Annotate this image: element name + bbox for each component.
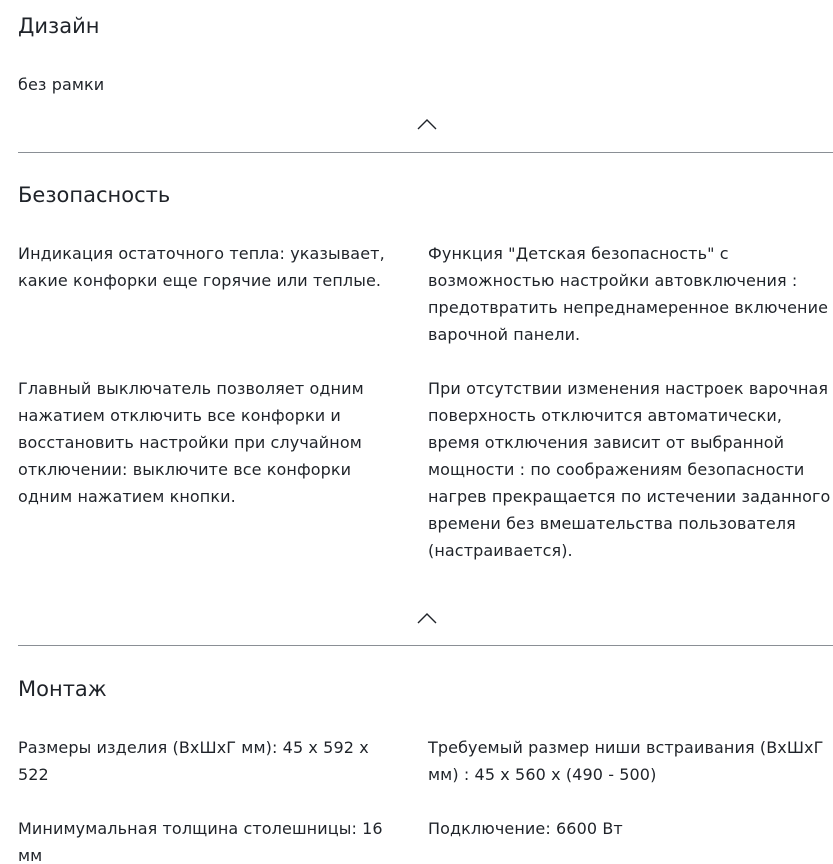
mounting-item-dimensions: Размеры изделия (ВхШхГ мм): 45 x 592 x 522 (18, 738, 369, 784)
safety-item-residual-heat: Индикация остаточного тепла: указывает, какие конфорки еще горячие или теплые. (18, 244, 385, 290)
design-value: без рамки (18, 75, 105, 94)
safety-item-child-lock: Функция "Детская безопасность" с возможностью настройки автовключения : предотвратить непреднамеренное включение варочной панели. (428, 244, 829, 344)
mounting-item-connection: Подключение: 6600 Вт (428, 819, 623, 838)
safety-item-main-switch: Главный выключатель позволяет одним нажатием отключить все конфорки и восстановить настройки при случайном отключении: выключите все конфорки одним нажатием кнопки. (18, 379, 364, 506)
mounting-item-worktop-thickness: Минимумальная толщина столешницы: 16 мм (18, 819, 383, 864)
section-design (18, 0, 833, 152)
collapse-design-chevron-up-icon[interactable] (416, 117, 438, 131)
section-title-design: Дизайн (18, 14, 100, 38)
section-mounting (18, 646, 833, 864)
section-safety (18, 153, 833, 645)
mounting-item-niche-size: Требуемый размер ниши встраивания (ВхШхГ мм) : 45 x 560 x (490 - 500) (428, 738, 824, 784)
safety-item-auto-shutoff: При отсутствии изменения настроек варочная поверхность отключится автоматически, время отключения зависит от выбранной мощности : по соображениям безопасности нагрев прекращается по истечении заданного времени без вмешательства пользователя (настраивается). (428, 379, 831, 560)
section-title-safety: Безопасность (18, 183, 171, 207)
collapse-safety-chevron-up-icon[interactable] (416, 611, 438, 625)
section-title-mounting: Монтаж (18, 677, 107, 701)
